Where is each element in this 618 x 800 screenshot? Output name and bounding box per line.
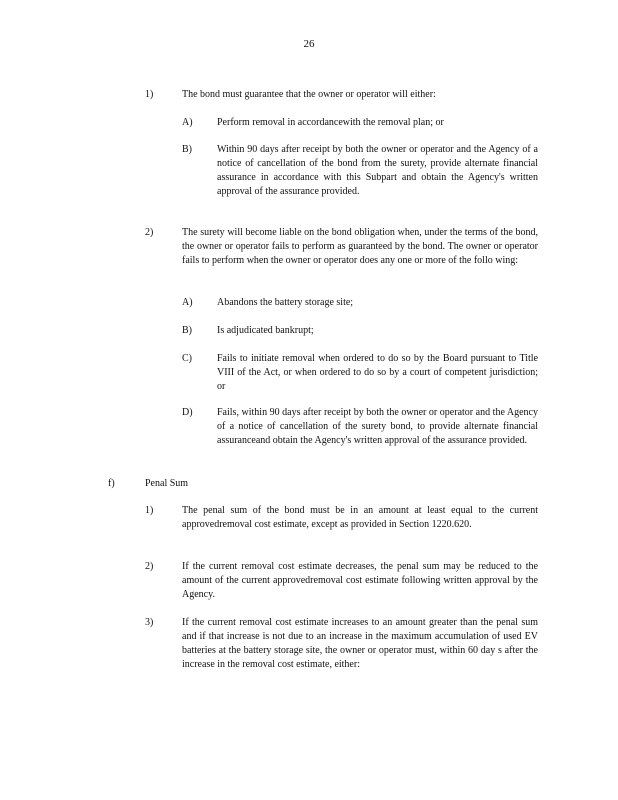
- item-text: The bond must guarantee that the owner or operator will either:: [182, 89, 436, 100]
- subitem-letter: A): [182, 297, 193, 308]
- subitem-text: Abandons the battery storage site;: [217, 297, 354, 308]
- item-number: 3): [145, 617, 154, 628]
- subitem-letter: D): [182, 407, 193, 418]
- item-text: The penal sum of the bond must be in an amount at least equal to the current approvedremoval cost estimate, except as provided in Section 1220.620.: [182, 505, 538, 530]
- subitem-text: Within 90 days after receipt by both the owner or operator and the Agency of a notice of cancellation of the bond from the surety, provide alternate financial assurance in accordance with this Subpart and obtain the Agency's written approval of the assurance provided.: [217, 144, 538, 197]
- item-number: 2): [145, 227, 154, 238]
- subitem-text: Is adjudicated bankrupt;: [217, 325, 314, 336]
- item-number: 1): [145, 89, 154, 100]
- item-number: 2): [145, 561, 154, 572]
- section-letter: f): [108, 478, 115, 489]
- item-text: If the current removal cost estimate increases to an amount greater than the penal sum and if that increase is not due to an increase in the maximum accumulation of used EV batteries at the battery storage site, the owner or operator must, within 60 day s after the increase in the removal cost estimate, either:: [182, 617, 538, 670]
- subitem-text: Fails to initiate removal when ordered to do so by the Board pursuant to Title VIII of the Act, or when ordered to do so by a court of competent jurisdiction; or: [217, 353, 538, 392]
- item-text: The surety will become liable on the bond obligation when, under the terms of the bond, the owner or operator fails to perform as guaranteed by the bond. The owner or operator fails to perform when the owner or operator does any one or more of the follo wing:: [182, 227, 538, 266]
- section-heading: Penal Sum: [145, 478, 189, 489]
- subitem-text: Fails, within 90 days after receipt by both the owner or operator and the Agency of a notice of cancellation of the surety bond, to provide alternate financial assuranceand obtain the Agency's written approval of the assurance provided.: [217, 407, 538, 446]
- subitem-letter: C): [182, 353, 192, 364]
- subitem-letter: B): [182, 144, 192, 155]
- item-text: If the current removal cost estimate decreases, the penal sum may be reduced to the amount of the current approvedremoval cost estimate following written approval by the Agency.: [182, 561, 538, 600]
- item-number: 1): [145, 505, 154, 516]
- subitem-letter: B): [182, 325, 192, 336]
- page-number: 26: [303, 38, 315, 50]
- subitem-letter: A): [182, 117, 193, 128]
- subitem-text: Perform removal in accordancewith the removal plan; or: [217, 117, 444, 128]
